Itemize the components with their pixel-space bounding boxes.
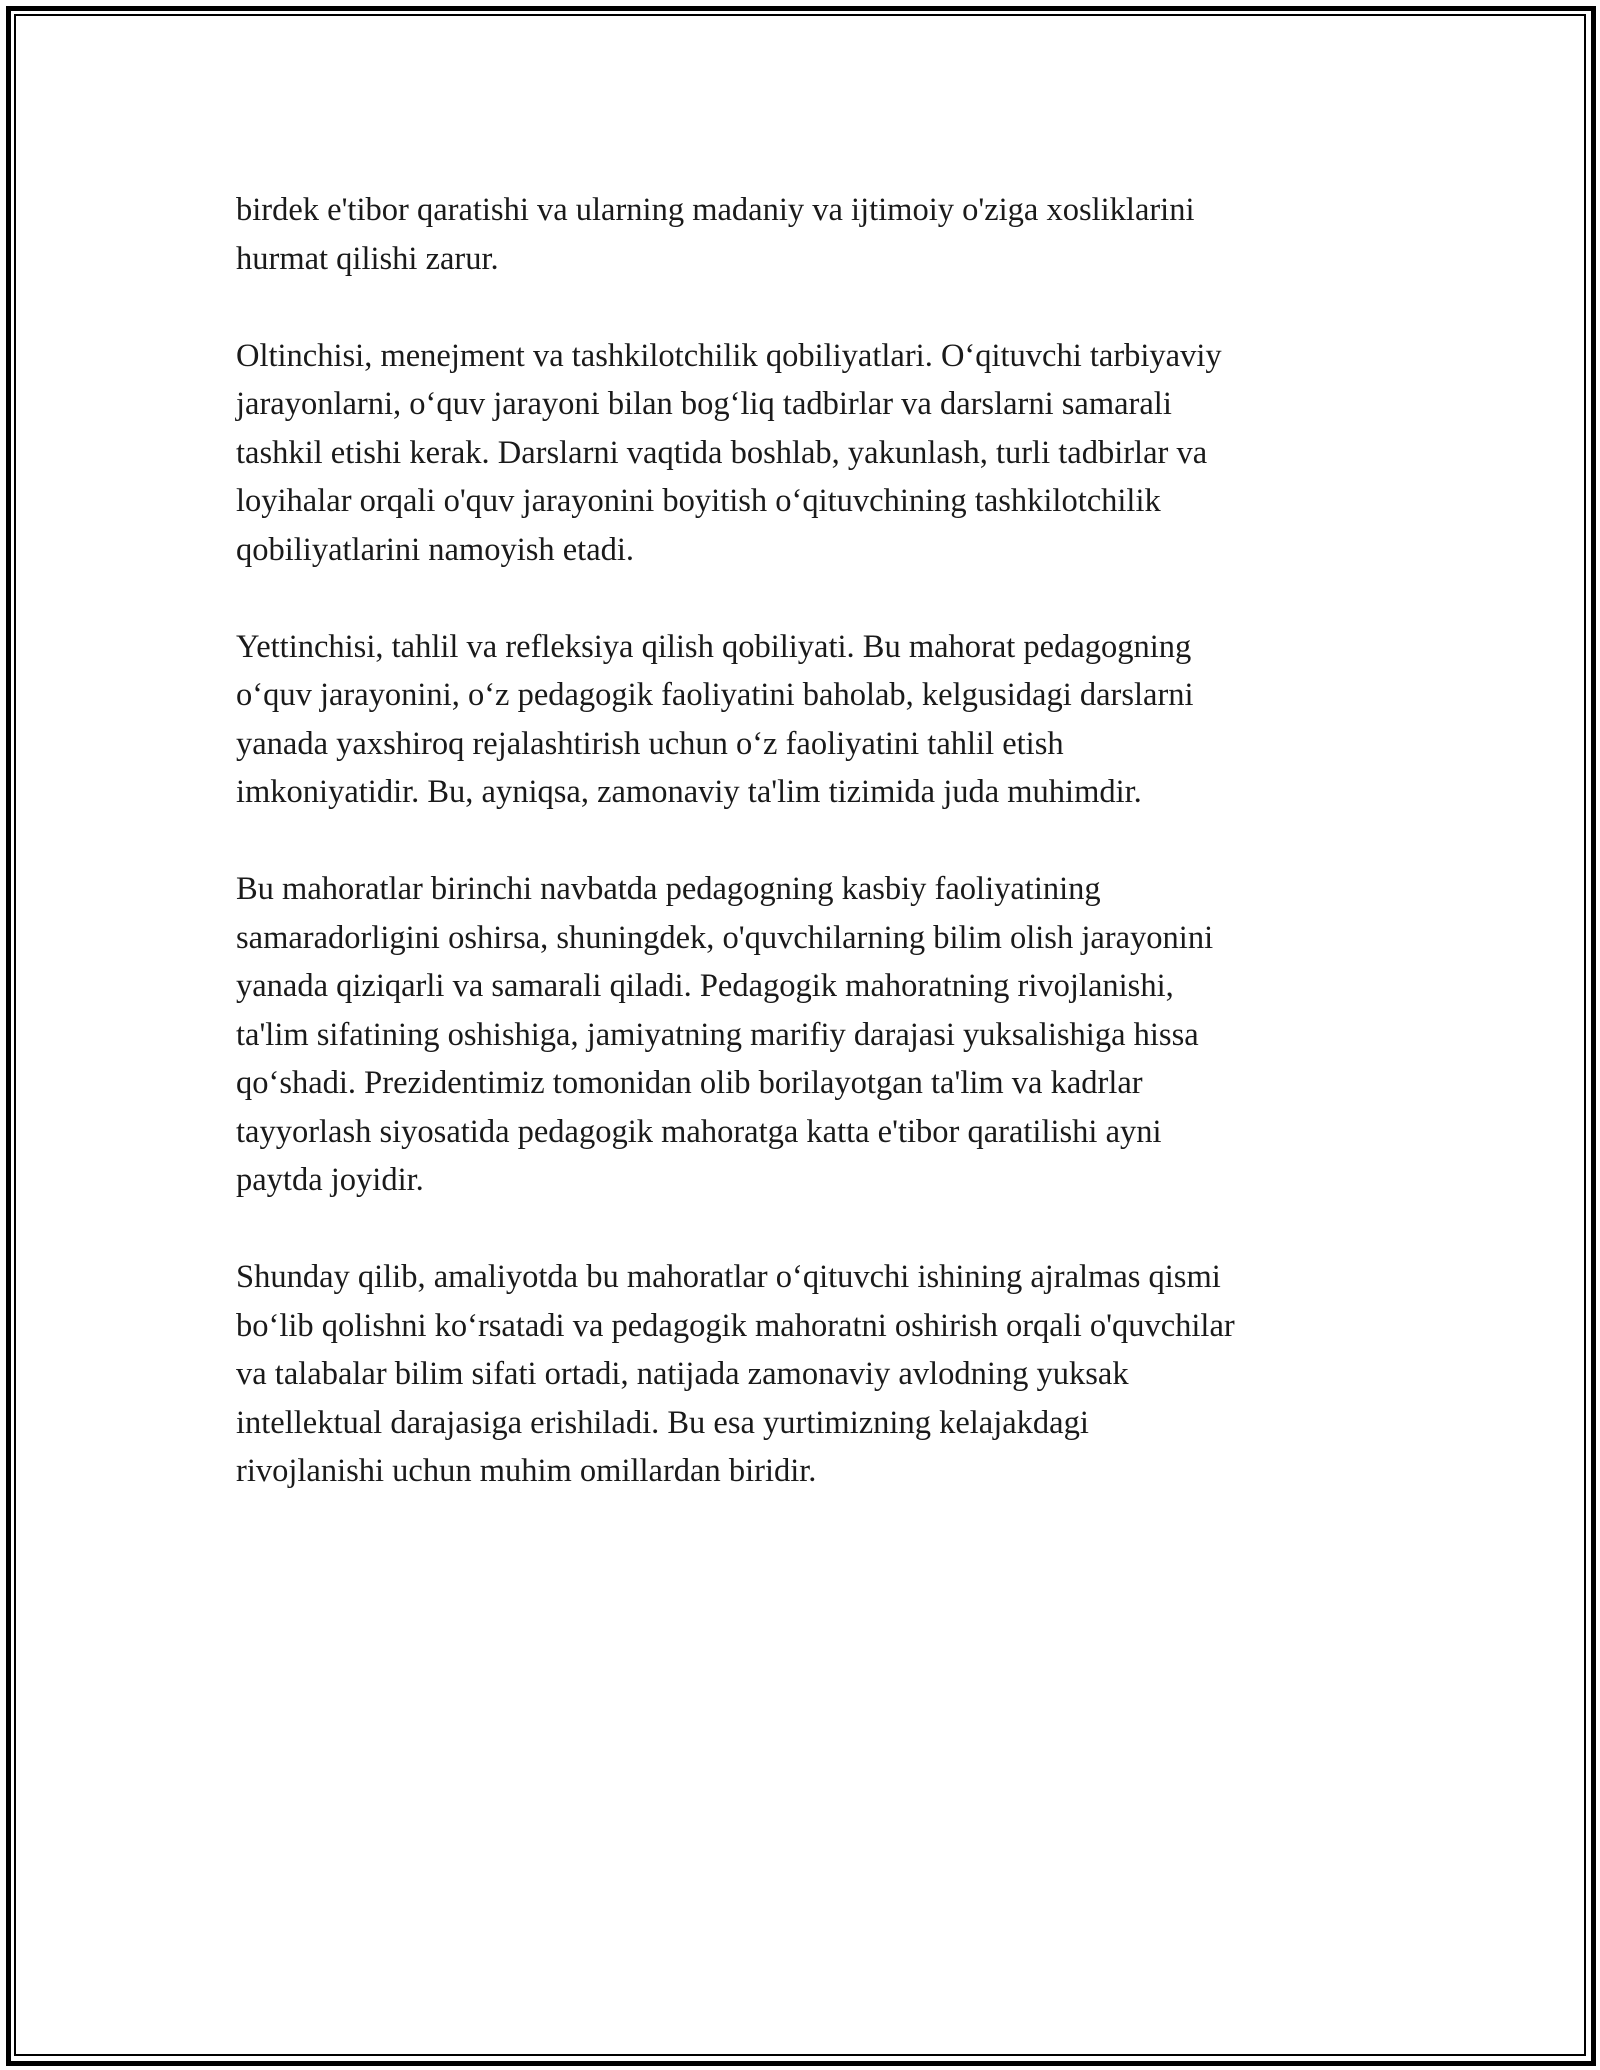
- paragraph-management-skills: Oltinchisi, menejment va tashkilotchilik qobiliyatlari. O‘qituvchi tarbiyaviy jarayonlarni, o‘quv jarayoni bilan bog‘liq tadbirlar va darslarni samarali tashkil etishi kerak. Darslarni vaqtida boshlab, yakunlash, turli tadbirlar va loyihalar orqali o'quv jarayonini boyitish o‘qituvchining tashkilotchilik qobiliyatlarini namoyish etadi.: [236, 337, 1222, 568]
- paragraph-conclusion: Shunday qilib, amaliyotda bu mahoratlar o‘qituvchi ishining ajralmas qismi bo‘lib qolishni ko‘rsatadi va pedagogik mahoratni oshirish orqali o'quvchilar va talabalar bilim sifati ortadi, natijada zamonaviy avlodning yuksak intellektual darajasiga erishiladi. Bu esa yurtimizning kelajakdagi rivojlanishi uchun muhim omillardan biridir.: [236, 1259, 1235, 1489]
- paragraph-continuation: birdek e'tibor qaratishi va ularning madaniy va ijtimoiy o'ziga xosliklarini hurmat qilishi zarur.: [236, 192, 1195, 277]
- paragraph-reflection-skills: Yettinchisi, tahlil va refleksiya qilish qobiliyati. Bu mahorat pedagogning o‘quv jarayonini, o‘z pedagogik faoliyatini baholab, kelgusidagi darslarni yanada yaxshiroq rejalashtirish uchun o‘z faoliyatini tahlil etish imkoniyatidir. Bu, ayniqsa, zamonaviy ta'lim tizimida juda muhimdir.: [236, 628, 1194, 810]
- paragraph-skills-impact: Bu mahoratlar birinchi navbatda pedagogning kasbiy faoliyatining samaradorligini oshirsa, shuningdek, o'quvchilarning bilim olish jarayonini yanada qiziqarli va samarali qiladi. Pedagogik mahoratning rivojlanishi, ta'lim sifatining oshishiga, jamiyatning marifiy darajasi yuksalishiga hissa qo‘shadi. Prezidentimiz tomonidan olib borilayotgan ta'lim va kadrlar tayyorlash siyosatida pedagogik mahoratga katta e'tibor qaratilishi ayni paytda joyidir.: [236, 871, 1214, 1198]
- document-body: [236, 186, 1396, 1544]
